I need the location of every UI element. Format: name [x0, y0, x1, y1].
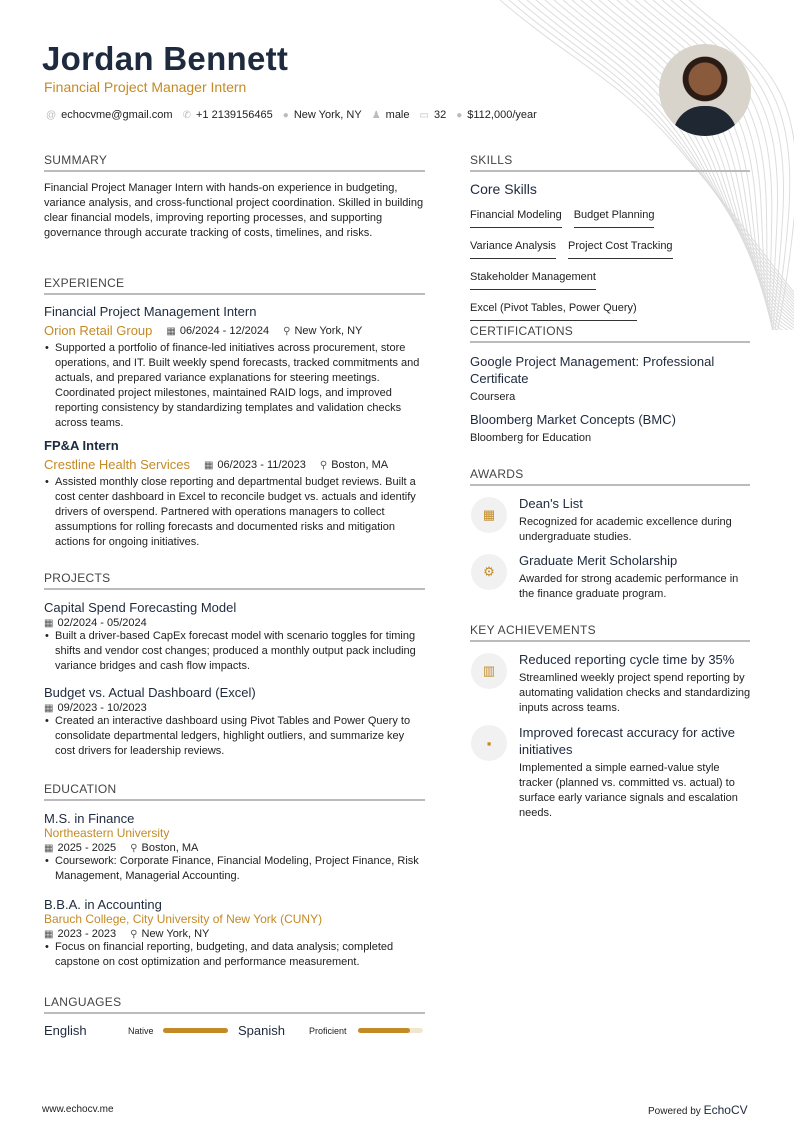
dates: 06/2023 - 11/2023: [217, 458, 306, 471]
bullet: • Coursework: Corporate Finance, Financial Modeling, Project Finance, Risk Management, Managerial Accounting.: [44, 854, 425, 884]
skill-tag: Project Cost Tracking: [568, 240, 673, 259]
certifications-heading: CERTIFICATIONS: [470, 324, 750, 343]
school: Baruch College, City University of New York (CUNY): [44, 912, 323, 926]
award-item: [519, 496, 754, 545]
contact-email: @ echocvme@gmail.com: [46, 109, 173, 121]
certification-item: [470, 412, 750, 446]
avatar: [659, 44, 751, 136]
skills-subtitle: Core Skills: [470, 181, 537, 197]
location-icon: ⚲: [130, 929, 138, 940]
achievement-item: [519, 724, 754, 821]
dates: 2025 - 2025: [57, 842, 117, 854]
calendar-icon: ▦: [44, 929, 54, 940]
dates: 02/2024 - 05/2024: [57, 617, 147, 629]
calculator-icon: ▦: [471, 497, 507, 533]
project-item: [44, 685, 425, 759]
certification-name: Bloomberg Market Concepts (BMC): [470, 412, 676, 427]
location: New York, NY: [294, 324, 363, 337]
language-bar: [358, 1028, 423, 1033]
project-title: Capital Spend Forecasting Model: [44, 600, 237, 615]
language-name: English: [44, 1023, 87, 1038]
skill-tag: Financial Modeling: [470, 209, 562, 228]
skill-tag: Stakeholder Management: [470, 271, 596, 290]
building-icon: ▥: [471, 653, 507, 689]
achievement-title: Improved forecast accuracy for active initiatives: [519, 725, 736, 757]
skill-tag: Excel (Pivot Tables, Power Query): [470, 302, 637, 321]
skill-tag: Budget Planning: [574, 209, 655, 228]
footer-website[interactable]: www.echocv.me: [42, 1104, 114, 1115]
award-desc: Awarded for strong academic performance in the finance graduate program.: [519, 573, 739, 600]
certification-item: [470, 353, 750, 405]
money-icon: ●: [456, 110, 463, 121]
dates: 06/2024 - 12/2024: [179, 324, 270, 337]
calendar-icon: ▦: [203, 459, 214, 471]
language-bar: [163, 1028, 228, 1033]
location-icon: ⚲: [283, 325, 291, 337]
location-icon: ⚲: [319, 459, 328, 471]
calendar-icon: ▦: [44, 703, 54, 714]
skill-list: [470, 205, 750, 329]
award-desc: Recognized for academic excellence during undergraduate studies.: [519, 516, 732, 543]
candidate-role: Financial Project Manager Intern: [44, 79, 247, 95]
summary-heading: SUMMARY: [44, 153, 425, 172]
location: New York, NY: [141, 928, 210, 940]
experience-heading: EXPERIENCE: [44, 276, 425, 295]
location-icon: ⚲: [130, 843, 138, 854]
language-level: Proficient: [309, 1025, 347, 1036]
certification-issuer: Bloomberg for Education: [470, 432, 592, 444]
awards-heading: AWARDS: [470, 467, 750, 486]
language-list: [44, 1023, 425, 1038]
degree: B.B.A. in Accounting: [44, 897, 162, 912]
at-icon: @: [46, 110, 57, 121]
contact-bar: [46, 109, 537, 121]
contact-phone: ✆ +1 2139156465: [182, 109, 273, 121]
certification-issuer: Coursera: [470, 391, 516, 403]
education-item: [44, 897, 425, 970]
contact-location: ● New York, NY: [282, 109, 362, 121]
dates: 09/2023 - 10/2023: [57, 702, 147, 714]
achievement-title: Reduced reporting cycle time by 35%: [519, 652, 735, 667]
education-item: [44, 811, 425, 884]
bullet: • Supported a portfolio of finance-led initiatives across procurement, store operations, and IT. Built weekly spend forecasts, tracked commitments and actuals, and prepared variance explanations for steering meetings. Coordinated project milestones, maintained RAID logs, and improved reporting consistency by standardizing templates and validation checks across teams.: [44, 341, 425, 431]
project-title: Budget vs. Actual Dashboard (Excel): [44, 685, 256, 700]
calendar-icon: ▦: [166, 325, 176, 337]
language-level: Native: [128, 1025, 154, 1036]
degree: M.S. in Finance: [44, 811, 135, 826]
languages-heading: LANGUAGES: [44, 995, 425, 1014]
contact-age: ▭ 32: [419, 109, 447, 121]
brand-logo: EchoCV: [703, 1103, 748, 1117]
achievements-heading: KEY ACHIEVEMENTS: [470, 623, 750, 642]
location-icon: ●: [282, 110, 289, 121]
skill-tag: Variance Analysis: [470, 240, 556, 259]
job-title: Financial Project Management Intern: [44, 304, 257, 319]
language-name: Spanish: [238, 1023, 285, 1038]
achievement-item: [519, 652, 754, 716]
dates: 2023 - 2023: [57, 928, 117, 940]
experience-item: [44, 438, 425, 550]
projects-heading: PROJECTS: [44, 571, 425, 590]
calendar-icon: ▦: [44, 618, 54, 629]
footer-powered: Powered by EchoCV: [648, 1103, 748, 1117]
user-icon: ♟: [371, 110, 381, 121]
bullet: • Built a driver-based CapEx forecast model with scenario toggles for timing shifts and vendor cost changes; produced a monthly output pack including variance bridges and cash flow impacts.: [44, 629, 425, 674]
location: Boston, MA: [331, 458, 389, 471]
summary-text: Financial Project Manager Intern with hands-on experience in budgeting, variance analysis, and cross-functional project coordination. Skilled in building clear financial models, improving reporting processes, and supporting governance through accurate tracking of costs, timelines, and risks.: [44, 182, 424, 239]
certification-name: Google Project Management: Professional Certificate: [470, 354, 715, 386]
chat-icon: ▪: [471, 725, 507, 761]
company: Crestline Health Services: [44, 457, 190, 472]
award-title: Graduate Merit Scholarship: [519, 553, 678, 568]
bullet: • Assisted monthly close reporting and departmental budget reviews. Built a cost center dashboard in Excel to reconcile budget vs. actuals and identify drivers of overspend. Partnered with operations managers to collect assumptions for rolling forecasts and documented risks and mitigation actions for ongoing initiatives.: [44, 475, 425, 550]
skills-heading: SKILLS: [470, 153, 750, 172]
job-title: FP&A Intern: [44, 438, 119, 453]
calendar-icon: ▦: [44, 843, 54, 854]
phone-icon: ✆: [182, 110, 191, 121]
project-item: [44, 600, 425, 674]
location: Boston, MA: [141, 842, 199, 854]
experience-item: [44, 304, 425, 431]
bullet: • Focus on financial reporting, budgeting, and data analysis; completed capstone on cost optimization and performance measurement.: [44, 940, 425, 970]
contact-gender: ♟ male: [371, 109, 410, 121]
company: Orion Retail Group: [44, 323, 153, 338]
award-item: [519, 553, 754, 602]
award-title: Dean's List: [519, 496, 583, 511]
gear-icon: ⚙: [471, 554, 507, 590]
achievement-desc: Implemented a simple earned-value style tracker (planned vs. committed vs. actual) to surface early variance signals and escalation needs.: [519, 762, 738, 819]
education-heading: EDUCATION: [44, 782, 425, 801]
candidate-name: Jordan Bennett: [42, 40, 289, 77]
calendar-icon: ▭: [419, 110, 429, 121]
achievement-desc: Streamlined weekly project spend reporting by automating validation checks and standardizing inputs across teams.: [519, 672, 751, 714]
school: Northeastern University: [44, 826, 170, 840]
contact-salary: ● $112,000/year: [456, 109, 537, 121]
bullet: • Created an interactive dashboard using Pivot Tables and Power Query to consolidate departmental ledgers, highlight outliers, and summarize key cost drivers for leadership reviews.: [44, 714, 425, 759]
